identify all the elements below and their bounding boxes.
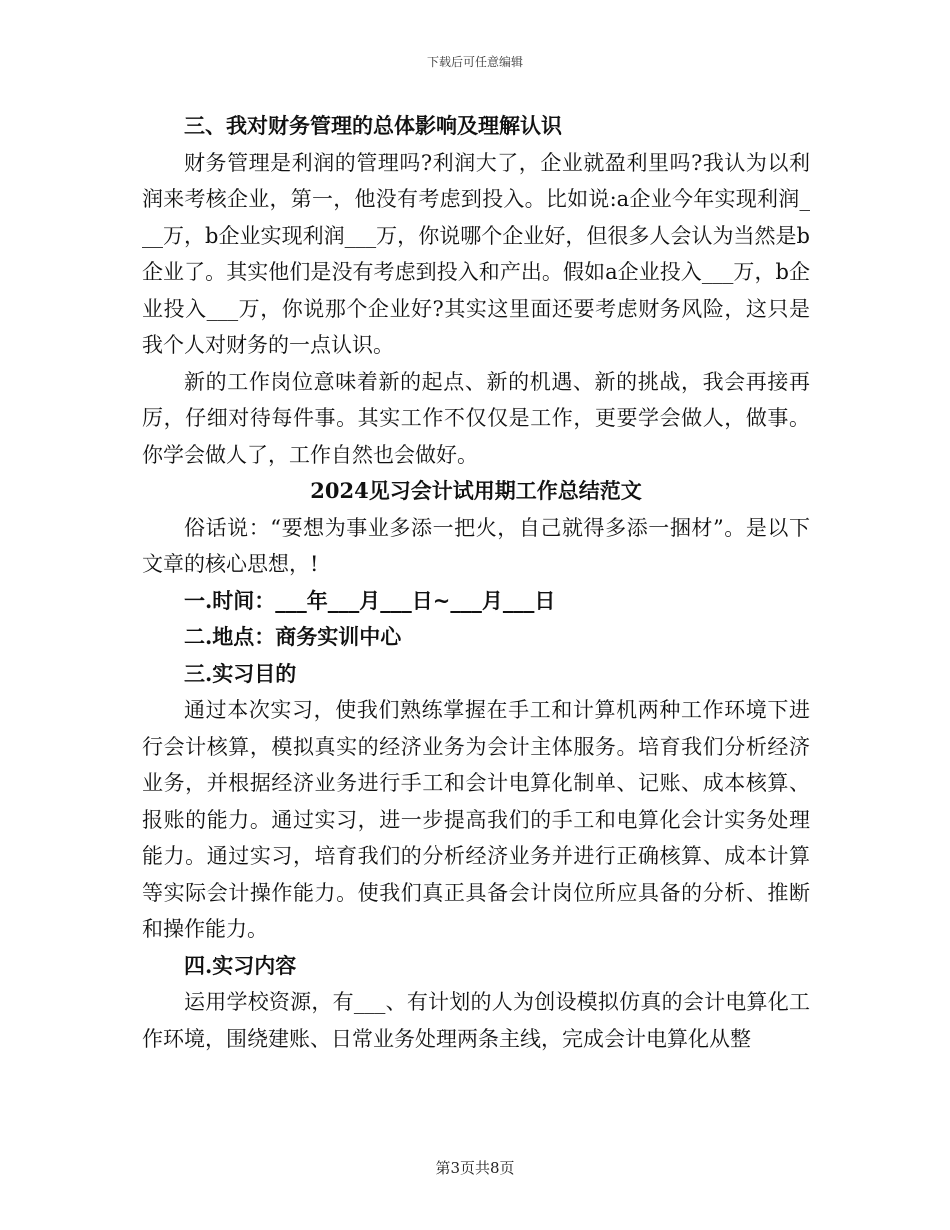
paragraph-internship-purpose: 通过本次实习，使我们熟练掌握在手工和计算机两种工作环境下进行会计核算，模拟真实的经济业务为会计主体服务。培育我们分析经济业务，并根据经济业务进行手工和会计电算化制单、记账、成本核算、报账的能力。通过实习，进一步提高我们的手工和电算化会计实务处理能力。通过实习，培育我们的分析经济业务并进行正确核算、成本计算等实际会计操作能力。使我们真正具备会计岗位所应具备的分析、推断和操作能力。 [142,698,810,941]
paragraph-new-position: 新的工作岗位意味着新的起点、新的机遇、新的挑战，我会再接再厉，仔细对待每件事。其实工作不仅仅是工作，更要学会做人，做事。你学会做人了，工作自然也会做好。 [142,369,810,467]
heading-location: 二.地点：商务实训中心 [184,624,402,649]
heading-time: 一.时间：___年___月___日~___月___日 [184,587,556,613]
paragraph-profit-management: 财务管理是利润的管理吗?利润大了，企业就盈利里吗?我认为以利润来考核企业，第一，他没有考虑到投入。比如说:a企业今年实现利润___万，b企业实现利润___万，你说哪个企业好，但很多人会认为当然是b企业了。其实他们是没有考虑到投入和产出。假如a企业投入___万，b企业投入___万，你说那个企业好?其实这里面还要考虑财务风险，这只是我个人对财务的一点认识。 [142,150,810,357]
document-body [142,108,810,1057]
paragraph-proverb: 俗话说：“要想为事业多添一把火，自己就得多添一捆材”。是以下文章的核心思想，! [142,515,810,576]
page-footer: 第3页共8页 [435,1159,515,1177]
article-title: 2024见习会计试用期工作总结范文 [310,478,642,503]
paragraph-internship-content: 运用学校资源，有___、有计划的人为创设模拟仿真的会计电算化工作环境，围绕建账、日常业务处理两条主线，完成会计电算化从整 [142,990,810,1051]
page-header: 下载后可任意编辑 [426,55,523,69]
heading-internship-purpose: 三.实习目的 [184,660,297,686]
section-heading-financial-understanding: 三、我对财务管理的总体影响及理解认识 [184,113,562,138]
heading-internship-content: 四.实习内容 [184,952,297,978]
